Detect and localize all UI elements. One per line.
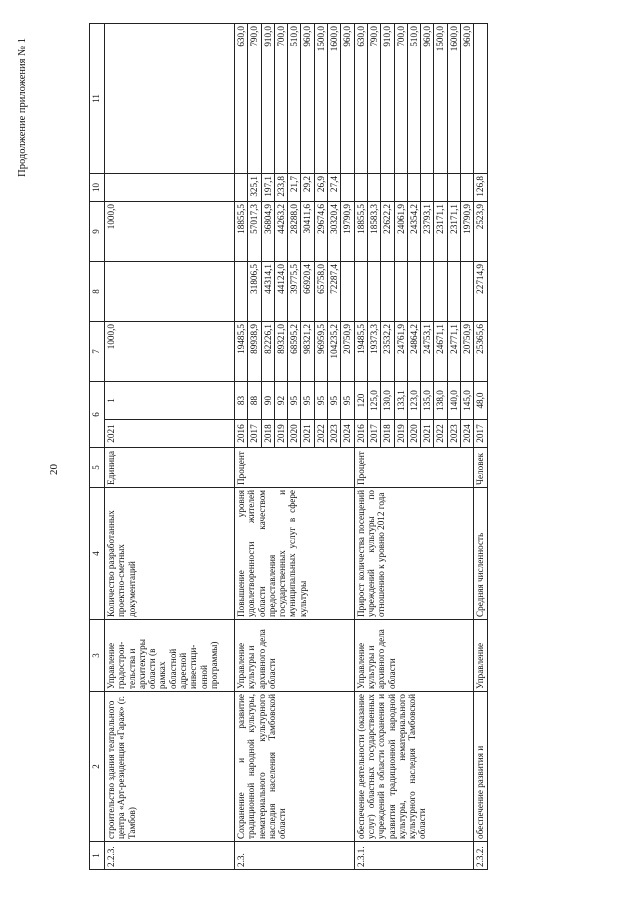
indicator-value: 135,0 [421, 382, 434, 420]
regional: 28288,0 [288, 202, 301, 262]
year: 2024 [461, 420, 474, 448]
total: 24761,9 [394, 322, 407, 382]
regional: 44263,2 [274, 202, 287, 262]
indicator-value: 140,0 [447, 382, 460, 420]
total: 96959,5 [314, 322, 327, 382]
extrabudget: 700,0 [394, 24, 407, 174]
program-table [89, 23, 488, 870]
total: 24753,1 [421, 322, 434, 382]
extrabudget: 790,0 [248, 24, 261, 174]
year: 2021 [301, 420, 314, 448]
local [235, 174, 248, 202]
indicator-value: 48,0 [474, 382, 487, 420]
unit: Единица [105, 448, 235, 488]
col-header-4: 4 [90, 488, 105, 620]
total: 89938,9 [248, 322, 261, 382]
total: 89321,0 [274, 322, 287, 382]
row-id: 2.2.3. [105, 842, 235, 870]
unit: Процент [354, 448, 474, 488]
regional: 24354,2 [407, 202, 420, 262]
col-header-11: 11 [90, 24, 105, 174]
extrabudget: 960,0 [301, 24, 314, 174]
year: 2020 [407, 420, 420, 448]
year: 2016 [354, 420, 367, 448]
federal: 31806,5 [248, 262, 261, 322]
federal [354, 262, 367, 322]
indicator-value: 145,0 [461, 382, 474, 420]
indicator: Повышение уровня удовлетворенности жителей области качеством предоставления государственных и муниципальных услуг в сфере культуры [235, 488, 355, 620]
local [381, 174, 394, 202]
measure-name: Сохранение и развитие традиционной народной культуры, нематериального культурного наследия населения Тамбовской области [235, 692, 355, 842]
col-header-1: 1 [90, 842, 105, 870]
indicator-value: 123,0 [407, 382, 420, 420]
local: 233,8 [274, 174, 287, 202]
total: 24864,2 [407, 322, 420, 382]
total: 25365,6 [474, 322, 487, 382]
col-header-9: 9 [90, 202, 105, 262]
extrabudget [474, 24, 487, 174]
indicator: Средняя численность [474, 488, 487, 620]
extrabudget [105, 24, 235, 174]
col-header-6: 6 [90, 382, 105, 448]
federal: 65758,0 [314, 262, 327, 322]
total: 19373,3 [367, 322, 380, 382]
total: 20750,9 [341, 322, 354, 382]
appendix-caption: Продолжение приложения № 1 [17, 38, 28, 177]
total: 98321,2 [301, 322, 314, 382]
year: 2018 [381, 420, 394, 448]
local [367, 174, 380, 202]
federal [394, 262, 407, 322]
col-header-2: 2 [90, 692, 105, 842]
row-2-3-1-year-row [354, 24, 367, 870]
year: 2019 [274, 420, 287, 448]
total: 104235,2 [328, 322, 341, 382]
year: 2020 [288, 420, 301, 448]
local [447, 174, 460, 202]
measure-name: строительство здания театрального центра «Арт-резиденция «Гараж» (г. Тамбов) [105, 692, 235, 842]
total: 24671,1 [434, 322, 447, 382]
local: 325,1 [248, 174, 261, 202]
col-header-8: 8 [90, 262, 105, 322]
regional: 29674,6 [314, 202, 327, 262]
executor: Управление градострои-тельства и архитектуры области (в рамках областной адресной инвестици-онной программы) [105, 620, 235, 692]
federal: 44314,1 [261, 262, 274, 322]
regional: 23171,1 [434, 202, 447, 262]
regional: 23793,1 [421, 202, 434, 262]
indicator-value: 95 [301, 382, 314, 420]
row-2-3-2 [474, 24, 487, 870]
total: 23532,2 [381, 322, 394, 382]
indicator-value: 133,1 [394, 382, 407, 420]
local: 26,9 [314, 174, 327, 202]
extrabudget: 1600,0 [328, 24, 341, 174]
extrabudget: 1600,0 [447, 24, 460, 174]
federal [381, 262, 394, 322]
year: 2017 [474, 420, 487, 448]
year: 2023 [447, 420, 460, 448]
federal [341, 262, 354, 322]
indicator-value: 120 [354, 382, 367, 420]
indicator-value: 125,0 [367, 382, 380, 420]
local [394, 174, 407, 202]
indicator-value: 95 [288, 382, 301, 420]
year: 2017 [367, 420, 380, 448]
regional: 30320,4 [328, 202, 341, 262]
federal: 44124,0 [274, 262, 287, 322]
local: 29,2 [301, 174, 314, 202]
row-group-2-3 [235, 24, 355, 870]
col-header-5: 5 [90, 448, 105, 488]
indicator-value: 130,0 [381, 382, 394, 420]
total: 82226,1 [261, 322, 274, 382]
regional: 19790,9 [341, 202, 354, 262]
unit: Человек [474, 448, 487, 488]
extrabudget: 630,0 [354, 24, 367, 174]
total: 19485,5 [235, 322, 248, 382]
unit: Процент [235, 448, 355, 488]
executor: Управление культуры и архивного дела области [235, 620, 355, 692]
federal: 66920,4 [301, 262, 314, 322]
local: 21,7 [288, 174, 301, 202]
regional: 19790,9 [461, 202, 474, 262]
total: 19485,5 [354, 322, 367, 382]
extrabudget: 630,0 [235, 24, 248, 174]
total: 1000,0 [105, 322, 235, 382]
measure-name: обеспечение деятельности (оказание услуг) областных государственных учреждений в области сохранения и развития традиционной народной культуры, нематериального культурного наследия Тамбовской области [354, 692, 474, 842]
year: 2018 [261, 420, 274, 448]
row-id: 2.3.1. [354, 842, 474, 870]
extrabudget: 700,0 [274, 24, 287, 174]
col-header-7: 7 [90, 322, 105, 382]
indicator-value: 95 [314, 382, 327, 420]
year: 2021 [421, 420, 434, 448]
federal [421, 262, 434, 322]
local: 126,8 [474, 174, 487, 202]
extrabudget: 790,0 [367, 24, 380, 174]
extrabudget: 910,0 [381, 24, 394, 174]
local [105, 174, 235, 202]
regional: 18855,5 [235, 202, 248, 262]
year: 2022 [434, 420, 447, 448]
local: 27,4 [328, 174, 341, 202]
local: 197,1 [261, 174, 274, 202]
executor: Управление культуры и архивного дела области [354, 620, 474, 692]
indicator: Количество разработанных проектно-сметных документаций [105, 488, 235, 620]
regional: 18855,5 [354, 202, 367, 262]
indicator-value: 95 [341, 382, 354, 420]
year: 2017 [248, 420, 261, 448]
regional: 30411,6 [301, 202, 314, 262]
regional: 24061,9 [394, 202, 407, 262]
federal: 22714,9 [474, 262, 487, 322]
local [354, 174, 367, 202]
federal: 39775,5 [288, 262, 301, 322]
year: 2021 [105, 420, 235, 448]
year: 2016 [235, 420, 248, 448]
federal [447, 262, 460, 322]
regional: 2523,9 [474, 202, 487, 262]
indicator-value: 83 [235, 382, 248, 420]
extrabudget: 510,0 [288, 24, 301, 174]
indicator-value: 95 [328, 382, 341, 420]
local [407, 174, 420, 202]
indicator: Прирост количества посещений учреждений культуры по отношению к уровню 2012 года [354, 488, 474, 620]
federal [434, 262, 447, 322]
row-2-3-year-row [235, 24, 248, 870]
year: 2023 [328, 420, 341, 448]
executor: Управление [474, 620, 487, 692]
page-number: 20 [48, 464, 60, 475]
federal [105, 262, 235, 322]
regional: 23171,1 [447, 202, 460, 262]
local [434, 174, 447, 202]
extrabudget: 1500,0 [314, 24, 327, 174]
federal [407, 262, 420, 322]
extrabudget: 510,0 [407, 24, 420, 174]
year: 2019 [394, 420, 407, 448]
col-header-3: 3 [90, 620, 105, 692]
regional: 1000,0 [105, 202, 235, 262]
extrabudget: 1500,0 [434, 24, 447, 174]
row-id: 2.3. [235, 842, 355, 870]
regional: 18583,3 [367, 202, 380, 262]
federal [367, 262, 380, 322]
year: 2024 [341, 420, 354, 448]
total: 68595,2 [288, 322, 301, 382]
extrabudget: 960,0 [421, 24, 434, 174]
col-header-10: 10 [90, 174, 105, 202]
indicator-value: 90 [261, 382, 274, 420]
local [421, 174, 434, 202]
federal [235, 262, 248, 322]
measure-name: обеспечение развития и [474, 692, 487, 842]
total: 24771,1 [447, 322, 460, 382]
local [341, 174, 354, 202]
column-number-row [90, 24, 105, 870]
federal: 72287,4 [328, 262, 341, 322]
extrabudget: 960,0 [341, 24, 354, 174]
indicator-value: 92 [274, 382, 287, 420]
indicator-value: 1 [105, 382, 235, 420]
indicator-value: 138,0 [434, 382, 447, 420]
extrabudget: 960,0 [461, 24, 474, 174]
regional: 36804,9 [261, 202, 274, 262]
indicator-value: 88 [248, 382, 261, 420]
local [461, 174, 474, 202]
federal [461, 262, 474, 322]
total: 20750,9 [461, 322, 474, 382]
row-id: 2.3.2. [474, 842, 487, 870]
year: 2022 [314, 420, 327, 448]
row-2-2-3 [105, 24, 235, 870]
regional: 57017,3 [248, 202, 261, 262]
regional: 22622,2 [381, 202, 394, 262]
extrabudget: 910,0 [261, 24, 274, 174]
row-group-2-3-1 [354, 24, 474, 870]
